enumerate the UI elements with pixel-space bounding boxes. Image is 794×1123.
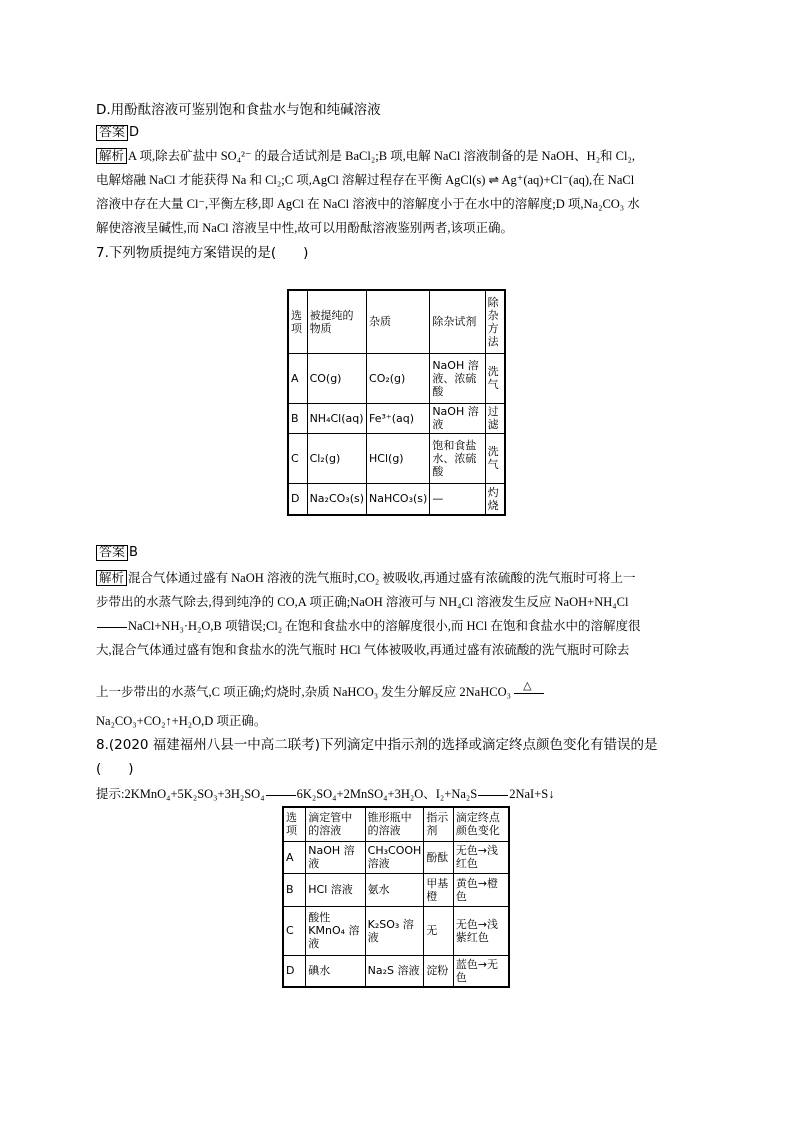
table-cell: B (288, 403, 307, 433)
q7-analysis-text-1: 混合气体通过盛有 NaOH 溶液的洗气瓶时,CO₂ 被吸收,再通过盛有浓硫酸的洗气瓶时可将上一 (128, 571, 636, 585)
table-cell: A (283, 841, 306, 873)
q7-analysis-line-5 (96, 680, 544, 700)
hint-eq1-right: 6K₂SO₄+2MnSO₄+3H₂O、I₂+Na₂S (296, 787, 478, 801)
table-cell: HCl 溶液 (306, 873, 365, 906)
table-row (283, 841, 509, 873)
table-cell: D (288, 483, 307, 515)
table-header-cell: 滴定管中的溶液 (306, 807, 365, 841)
table-cell: NH₄Cl(aq) (307, 403, 366, 433)
q6-answer: D (129, 125, 140, 140)
table-row (288, 353, 505, 403)
q7-answer: B (129, 545, 138, 560)
table-cell: 过滤 (485, 403, 505, 433)
equals-line (97, 627, 127, 628)
table-header-cell: 选项 (283, 807, 306, 841)
analysis-label: 解析 (96, 148, 127, 164)
q7-analysis-line-2: 步带出的水蒸气除去,得到纯净的 CO,A 项正确;NaOH 溶液可与 NH₄Cl 溶液发生反应 NaOH+NH₄Cl (96, 595, 629, 609)
table-cell: 甲基橙 (424, 873, 454, 906)
table-header-row (283, 807, 509, 841)
table-cell: 无 (424, 906, 454, 955)
q8-question: 8.(2020 福建福州八县一中高二联考)下列滴定中指示剂的选择或滴定终点颜色变化有错误的是 (96, 737, 658, 753)
table-cell: Na₂S 溶液 (365, 955, 424, 987)
table-cell: D (283, 955, 306, 987)
answer-label: 答案 (96, 545, 128, 561)
table-cell: CO₂(g) (367, 353, 430, 403)
q6-analysis-line-3: 溶液中存在大量 Cl⁻,平衡左移,即 AgCl 在 NaCl 溶液中的溶解度小于在水中的溶解度;D 项,Na₂CO₃ 水 (96, 197, 640, 211)
table-cell: C (288, 433, 307, 483)
q6-analysis-line-2: 电解熔融 NaCl 才能获得 Na 和 Cl₂;C 项,AgCl 溶解过程存在平衡 AgCl(s) ⇌ Ag⁺(aq)+Cl⁻(aq),在 NaCl (96, 173, 635, 187)
table-cell: 碘水 (306, 955, 365, 987)
table-cell: NaOH 溶液 (306, 841, 365, 873)
table-cell: 黄色→橙色 (453, 873, 509, 906)
table-cell: CO(g) (307, 353, 366, 403)
table-cell: HCl(g) (367, 433, 430, 483)
table-header-row (288, 290, 505, 353)
q6-analysis-line-1 (96, 148, 635, 164)
table-cell: C (283, 906, 306, 955)
q7-analysis-line-1 (96, 570, 636, 586)
q6-analysis-line-4: 解使溶液呈碱性,而 NaCl 溶液呈中性,故可以用酚酞溶液鉴别两者,该项正确。 (96, 221, 514, 235)
table-cell: CH₃COOH 溶液 (365, 841, 424, 873)
table-cell: Fe³⁺(aq) (367, 403, 430, 433)
table-cell: 饱和食盐水、浓硫酸 (430, 433, 485, 483)
q7-question: 7.下列物质提纯方案错误的是( ) (96, 245, 309, 261)
q8-blank: ( ) (96, 761, 134, 777)
q7-answer-row (96, 545, 138, 561)
table-header-cell: 杂质 (367, 290, 430, 353)
table-row (283, 873, 509, 906)
table-cell: 洗气 (485, 433, 505, 483)
table-cell: — (430, 483, 485, 515)
hint-label: 提示: (96, 787, 125, 801)
analysis-label: 解析 (96, 570, 127, 586)
equals-line (266, 795, 296, 796)
answer-label: 答案 (96, 125, 128, 141)
heat-equals-sign (514, 680, 544, 700)
table-row (288, 433, 505, 483)
table-cell: 洗气 (485, 353, 505, 403)
table-row (288, 403, 505, 433)
equals-line (478, 795, 508, 796)
q7-analysis-text-3: NaCl+NH₃·H₂O,B 项错误;Cl₂ 在饱和食盐水中的溶解度很小,而 HCl 在饱和食盐水中的溶解度很 (128, 619, 641, 633)
q7-analysis-text-5: 上一步带出的水蒸气,C 项正确;灼烧时,杂质 NaHCO₃ 发生分解反应 2NaHCO₃ (96, 685, 511, 699)
table-cell: NaOH 溶液 (430, 403, 485, 433)
table-row (288, 483, 505, 515)
q7-table (287, 289, 506, 516)
table-cell: 淀粉 (424, 955, 454, 987)
table-cell: K₂SO₃ 溶液 (365, 906, 424, 955)
table-header-cell: 指示剂 (424, 807, 454, 841)
q8-table (282, 806, 510, 988)
q7-analysis-line-4: 大,混合气体通过盛有饱和食盐水的洗气瓶时 HCl 气体被吸收,再通过盛有浓硫酸的洗气瓶时可除去 (96, 643, 630, 657)
table-cell: 蓝色→无色 (453, 955, 509, 987)
table-header-cell: 除杂试剂 (430, 290, 485, 353)
q7-analysis-line-6: Na₂CO₃+CO₂↑+H₂O,D 项正确。 (96, 714, 267, 728)
table-cell: Na₂CO₃(s) (307, 483, 366, 515)
table-cell: 无色→浅紫红色 (453, 906, 509, 955)
table-header-cell: 锥形瓶中的溶液 (365, 807, 424, 841)
q7-analysis-line-3 (96, 618, 641, 634)
heat-symbol: △ (523, 680, 532, 693)
table-row (283, 955, 509, 987)
hint-eq1-left: 2KMnO₄+5K₂SO₃+3H₂SO₄ (124, 787, 265, 801)
table-header-cell: 选项 (288, 290, 307, 353)
table-cell: 氨水 (365, 873, 424, 906)
q6-answer-row (96, 125, 139, 141)
q8-hint (96, 786, 554, 802)
table-cell: NaOH 溶液、浓硫酸 (430, 353, 485, 403)
table-cell: 酸性 KMnO₄ 溶液 (306, 906, 365, 955)
table-cell: Cl₂(g) (307, 433, 366, 483)
table-header-cell: 被提纯的物质 (307, 290, 366, 353)
table-header-cell: 滴定终点颜色变化 (453, 807, 509, 841)
hint-eq2-right: 2NaI+S↓ (509, 787, 555, 801)
table-cell: 无色→浅红色 (453, 841, 509, 873)
table-row (283, 906, 509, 955)
q6-option-d: D.用酚酞溶液可鉴别饱和食盐水与饱和纯碱溶液 (96, 102, 381, 118)
table-cell: 酚酞 (424, 841, 454, 873)
table-cell: A (288, 353, 307, 403)
table-cell: 灼烧 (485, 483, 505, 515)
table-cell: B (283, 873, 306, 906)
q6-analysis-text-1: A 项,除去矿盐中 SO₄²⁻ 的最合适试剂是 BaCl₂;B 项,电解 NaCl 溶液制备的是 NaOH、H₂和 Cl₂, (128, 149, 635, 163)
table-header-cell: 除杂方法 (485, 290, 505, 353)
table-cell: NaHCO₃(s) (367, 483, 430, 515)
